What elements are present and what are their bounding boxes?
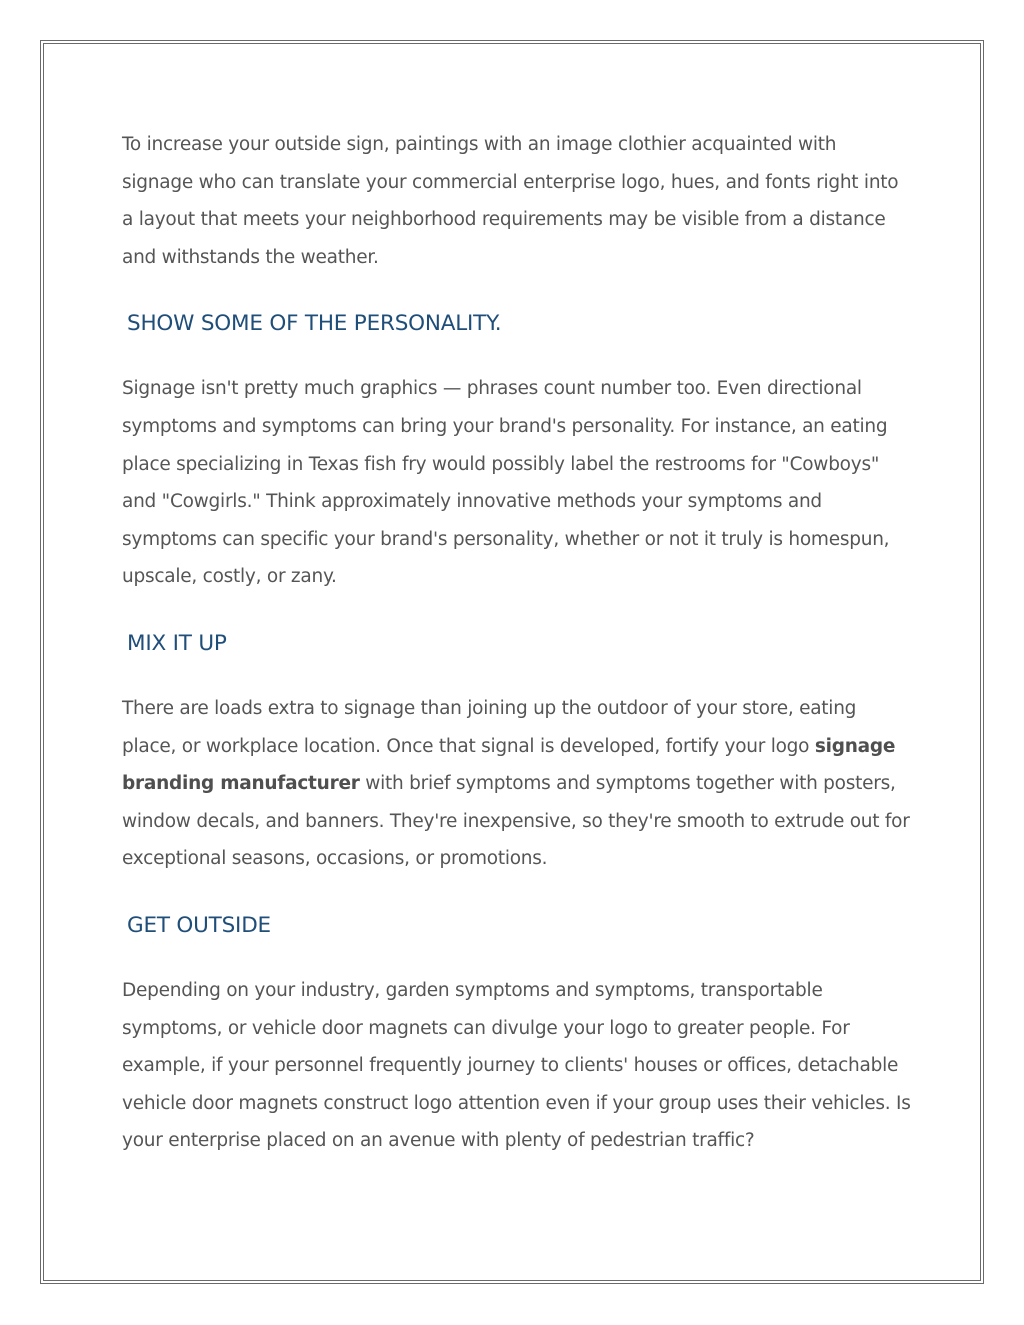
mix-it-up-text-after: with brief symptoms and symptoms together with posters, window decals, and banners. They're inexpensive, so they're smooth to extrude out for exceptional seasons, occasions, or promotions. xyxy=(122,773,910,870)
document-content xyxy=(122,126,912,1160)
mix-it-up-text-before: There are loads extra to signage than joining up the outdoor of your store, eating place, or workplace location. Once that signal is developed, fortify your logo xyxy=(122,697,857,757)
intro-paragraph: To increase your outside sign, paintings with an image clothier acquainted with signage who can translate your commercial enterprise logo, hues, and fonts right into a layout that meets your neighborhood requirements may be visible from a distance and withstands the weather. xyxy=(122,134,899,268)
heading-mix-it-up: MIX IT UP xyxy=(127,630,227,656)
heading-show-personality: SHOW SOME OF THE PERSONALITY. xyxy=(127,311,502,337)
signage-branding-manufacturer-link[interactable]: signage branding manufacturer xyxy=(122,735,896,795)
mix-it-up-paragraph xyxy=(122,690,912,878)
page-frame xyxy=(40,40,984,1284)
get-outside-paragraph: Depending on your industry, garden symptoms and symptoms, transportable symptoms, or vehicle door magnets can divulge your logo to greater people. For example, if your personnel frequently journey to clients' houses or offices, detachable vehicle door magnets construct logo attention even if your group uses their vehicles. Is your enterprise placed on an avenue with plenty of pedestrian traffic? xyxy=(122,979,911,1152)
personality-paragraph: Signage isn't pretty much graphics — phrases count number too. Even directional symptoms and symptoms can bring your brand's personality. For instance, an eating place specializing in Texas fish fry would possibly label the restrooms for "Cowboys" and "Cowgirls." Think approximately innovative methods your symptoms and symptoms can specific your brand's personality, whether or not it truly is homespun, upscale, costly, or zany. xyxy=(122,378,890,588)
heading-get-outside: GET OUTSIDE xyxy=(127,912,271,938)
